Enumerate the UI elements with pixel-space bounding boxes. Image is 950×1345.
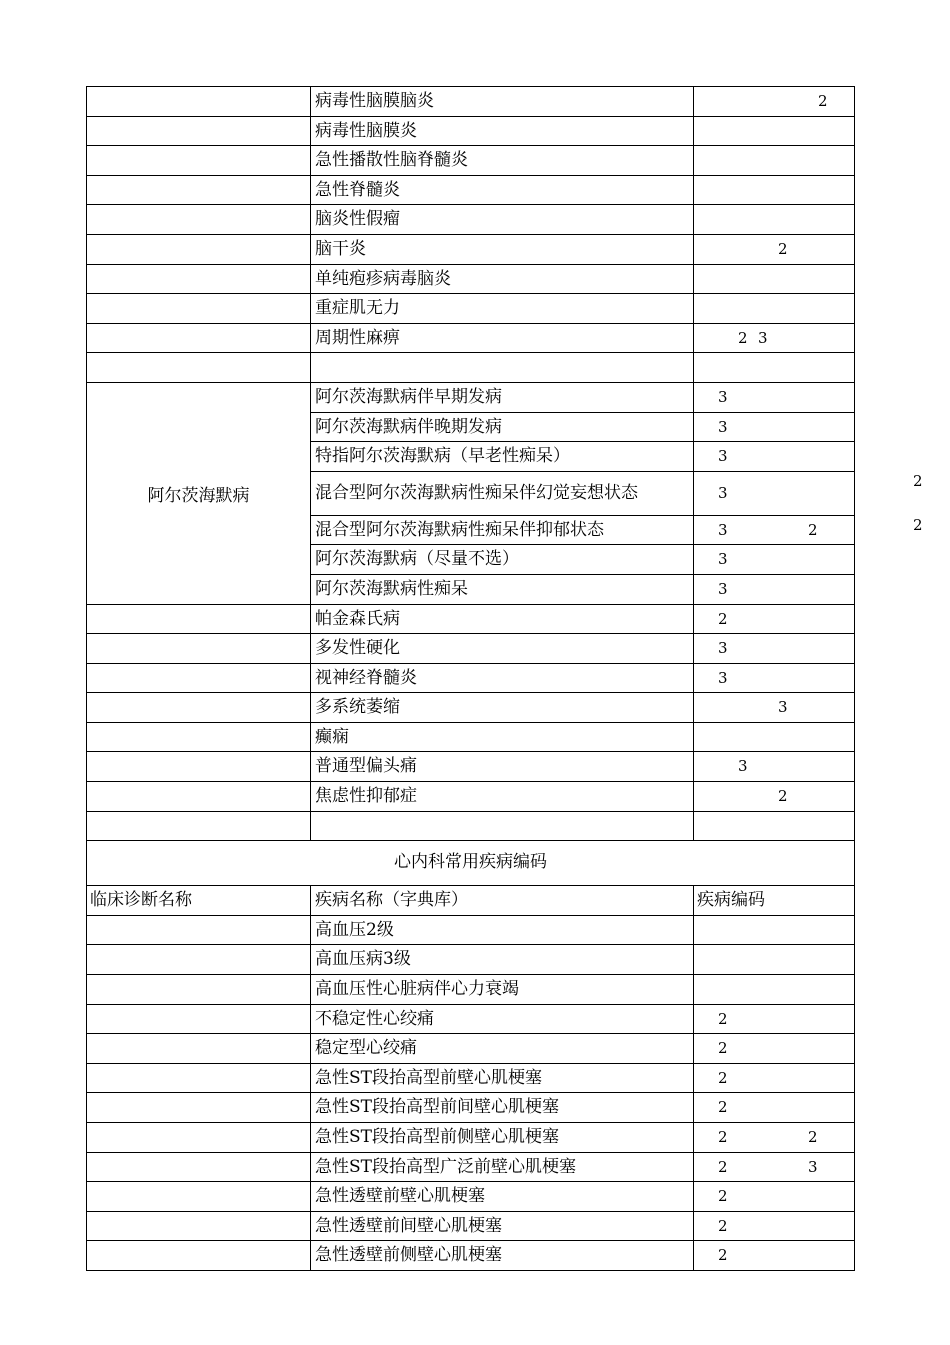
clinical-name-cell[interactable]: [86, 324, 310, 353]
table-row: [86, 751, 855, 781]
disease-name-cell[interactable]: 急性ST段抬高型广泛前壁心肌梗塞: [310, 1153, 693, 1182]
code-digit: 3: [718, 417, 728, 436]
table-row: [86, 633, 855, 663]
disease-code-cell[interactable]: [693, 117, 855, 146]
table-row: [86, 1092, 855, 1122]
section-title: 心内科常用疾病编码: [86, 841, 855, 885]
clinical-name-cell[interactable]: [86, 1241, 310, 1270]
clinical-name-cell[interactable]: [86, 353, 310, 382]
clinical-name-cell[interactable]: [86, 693, 310, 722]
disease-code-cell[interactable]: [693, 975, 855, 1004]
clinical-name-cell[interactable]: [86, 1093, 310, 1122]
group-label: 阿尔茨海默病: [87, 481, 310, 506]
disease-name-cell[interactable]: 多系统萎缩: [310, 693, 693, 722]
disease-name-cell[interactable]: 视神经脊髓炎: [310, 664, 693, 693]
disease-code-cell[interactable]: [693, 472, 855, 515]
disease-code-cell[interactable]: [693, 176, 855, 205]
disease-name-cell[interactable]: 帕金森氏病: [310, 605, 693, 634]
disease-code-cell[interactable]: [693, 383, 855, 412]
table-row: [86, 663, 855, 693]
disease-code-cell[interactable]: [693, 1064, 855, 1093]
table-row: [86, 86, 855, 116]
disease-name-cell[interactable]: 周期性麻痹: [310, 324, 693, 353]
clinical-name-cell[interactable]: [86, 1212, 310, 1241]
disease-code-cell[interactable]: [693, 1005, 855, 1034]
table-bottom-border: [86, 1270, 855, 1271]
disease-name-cell[interactable]: 普通型偏头痛: [310, 752, 693, 781]
disease-code-cell[interactable]: [693, 265, 855, 294]
disease-name-cell[interactable]: 单纯疱疹病毒脑炎: [310, 265, 693, 294]
disease-code-cell[interactable]: [693, 545, 855, 574]
disease-name-cell[interactable]: 癫痫: [310, 723, 693, 752]
header-disease-code: 疾病编码: [693, 886, 855, 915]
table-row: [86, 1122, 855, 1152]
code-digit: 2: [808, 520, 818, 539]
clinical-name-cell[interactable]: [86, 1182, 310, 1211]
code-digit: 3: [718, 447, 728, 466]
header-row: [86, 885, 855, 915]
clinical-name-cell[interactable]: [86, 605, 310, 634]
disease-code-cell[interactable]: [693, 693, 855, 722]
code-digit: 2: [778, 787, 788, 806]
code-digit: 3: [718, 668, 728, 687]
code-digit: 2: [718, 1187, 728, 1206]
disease-name-cell[interactable]: 混合型阿尔茨海默病性痴呆伴抑郁状态: [310, 516, 693, 545]
disease-name-cell[interactable]: 特指阿尔茨海默病（早老性痴呆）: [310, 442, 693, 471]
disease-name-cell[interactable]: 急性透壁前间壁心肌梗塞: [310, 1212, 693, 1241]
disease-code-cell[interactable]: [693, 235, 855, 264]
disease-code-cell[interactable]: [693, 664, 855, 693]
disease-code-cell[interactable]: [693, 1034, 855, 1063]
disease-name-cell[interactable]: 脑炎性假瘤: [310, 205, 693, 234]
disease-code-cell[interactable]: [693, 945, 855, 974]
disease-name-cell[interactable]: 病毒性脑膜脑炎: [310, 87, 693, 116]
clinical-name-cell[interactable]: [86, 664, 310, 693]
code-digit: 2: [718, 1128, 728, 1146]
disease-name-cell[interactable]: 急性ST段抬高型前间壁心肌梗塞: [310, 1093, 693, 1122]
table-row: [86, 1181, 855, 1211]
table-row: [86, 264, 855, 294]
disease-code-cell[interactable]: [693, 87, 855, 116]
code-digit: 2: [718, 1009, 728, 1028]
clinical-name-cell[interactable]: [86, 117, 310, 146]
clinical-name-cell[interactable]: [86, 265, 310, 294]
code-digit: 3: [718, 639, 728, 658]
disease-code-cell[interactable]: [693, 575, 855, 604]
table-row: [86, 352, 855, 382]
disease-code-cell[interactable]: [693, 1093, 855, 1122]
disease-name-cell[interactable]: 急性透壁前侧壁心肌梗塞: [310, 1241, 693, 1270]
table-row: [86, 1033, 855, 1063]
code-digit: 2: [718, 609, 728, 628]
table-row: [86, 915, 855, 945]
disease-name-cell[interactable]: 不稳定性心绞痛: [310, 1005, 693, 1034]
disease-code-cell[interactable]: [693, 752, 855, 781]
clinical-name-cell[interactable]: [86, 1034, 310, 1063]
disease-code-cell[interactable]: [693, 723, 855, 752]
clinical-name-cell[interactable]: [86, 146, 310, 175]
disease-name-cell[interactable]: 阿尔茨海默病伴晚期发病: [310, 413, 693, 442]
clinical-name-cell[interactable]: [86, 752, 310, 781]
disease-name-cell[interactable]: 稳定型心绞痛: [310, 1034, 693, 1063]
overflow-code-digit: 2: [913, 515, 923, 534]
disease-code-cell[interactable]: [693, 1123, 855, 1152]
disease-name-cell[interactable]: 脑干炎: [310, 235, 693, 264]
disease-name-cell[interactable]: 焦虑性抑郁症: [310, 782, 693, 811]
disease-name-cell[interactable]: 急性播散性脑脊髓炎: [310, 146, 693, 175]
table-row: [86, 1063, 855, 1093]
disease-name-cell[interactable]: 混合型阿尔茨海默病性痴呆伴幻觉妄想状态: [310, 472, 693, 515]
clinical-name-cell[interactable]: [86, 1123, 310, 1152]
disease-code-cell[interactable]: [693, 1153, 855, 1182]
table-row: [86, 145, 855, 175]
clinical-name-cell[interactable]: [86, 945, 310, 974]
table-row: [86, 1240, 855, 1270]
table-row: [86, 323, 855, 353]
table-row: [86, 116, 855, 146]
clinical-name-cell[interactable]: [86, 975, 310, 1004]
spreadsheet-table: [86, 86, 923, 1270]
clinical-name-cell[interactable]: [86, 916, 310, 945]
clinical-name-cell[interactable]: [86, 812, 310, 841]
table-row: [86, 811, 855, 841]
disease-name-cell[interactable]: 阿尔茨海默病伴早期发病: [310, 383, 693, 412]
table-row: [86, 204, 855, 234]
disease-name-cell[interactable]: 高血压病3级: [310, 945, 693, 974]
clinical-name-cell[interactable]: [86, 176, 310, 205]
code-digit: 2: [818, 92, 828, 110]
code-digit: 2: [718, 1157, 728, 1176]
disease-name-cell[interactable]: 高血压性心脏病伴心力衰竭: [310, 975, 693, 1004]
code-digit: 3: [808, 1157, 818, 1176]
disease-code-cell[interactable]: [693, 324, 855, 353]
disease-code-cell[interactable]: [693, 916, 855, 945]
clinical-name-cell[interactable]: [86, 1005, 310, 1034]
disease-code-cell[interactable]: [693, 1241, 855, 1270]
overflow-code-digit: 2: [913, 471, 923, 490]
disease-code-cell[interactable]: [693, 294, 855, 323]
disease-name-cell[interactable]: [310, 812, 693, 841]
clinical-name-cell[interactable]: [86, 87, 310, 116]
disease-code-cell[interactable]: [693, 812, 855, 841]
disease-code-cell[interactable]: [693, 146, 855, 175]
disease-code-cell[interactable]: [693, 413, 855, 442]
disease-name-cell[interactable]: 急性脊髓炎: [310, 176, 693, 205]
header-clinical-name: 临床诊断名称: [86, 886, 310, 915]
code-digit: 3: [718, 550, 728, 569]
table-row: [86, 293, 855, 323]
clinical-name-cell[interactable]: [86, 1153, 310, 1182]
code-digit: 2: [738, 328, 748, 347]
code-digit: 2: [718, 1246, 728, 1265]
table-row: [86, 722, 855, 752]
table-row: [86, 175, 855, 205]
disease-name-cell[interactable]: 重症肌无力: [310, 294, 693, 323]
table-row: [86, 1211, 855, 1241]
table-row: [86, 692, 855, 722]
code-digit: 2: [718, 1068, 728, 1087]
header-disease-name: 疾病名称（字典库）: [310, 886, 693, 915]
disease-name-cell[interactable]: 阿尔茨海默病（尽量不选）: [310, 545, 693, 574]
table-row: [86, 604, 855, 634]
disease-code-cell[interactable]: [693, 516, 855, 545]
disease-code-cell[interactable]: [693, 1212, 855, 1241]
code-digit: 3: [738, 757, 748, 776]
code-digit: 2: [718, 1039, 728, 1058]
clinical-name-cell[interactable]: [86, 235, 310, 264]
table-row: [86, 974, 855, 1004]
clinical-name-cell[interactable]: [86, 634, 310, 663]
disease-name-cell[interactable]: 高血压2级: [310, 916, 693, 945]
table-row: [86, 781, 855, 811]
disease-name-cell[interactable]: 急性ST段抬高型前侧壁心肌梗塞: [310, 1123, 693, 1152]
code-digit: 2: [778, 239, 788, 258]
clinical-name-cell[interactable]: [86, 205, 310, 234]
section-title-row: [86, 840, 855, 885]
disease-name-cell[interactable]: 急性透壁前壁心肌梗塞: [310, 1182, 693, 1211]
disease-name-cell[interactable]: [310, 353, 693, 382]
table-row: [86, 944, 855, 974]
disease-code-cell[interactable]: [693, 605, 855, 634]
code-digit: 2: [718, 1216, 728, 1235]
disease-name-cell[interactable]: 急性ST段抬高型前壁心肌梗塞: [310, 1064, 693, 1093]
code-digit: 3: [718, 483, 728, 502]
table-row: [86, 1004, 855, 1034]
code-digit: 2: [808, 1128, 818, 1146]
code-digit: 3: [718, 520, 728, 539]
disease-code-cell[interactable]: [693, 1182, 855, 1211]
clinical-name-cell[interactable]: [86, 723, 310, 752]
code-digit: 3: [718, 579, 728, 598]
code-digit: 3: [778, 698, 788, 717]
disease-name-cell[interactable]: 多发性硬化: [310, 634, 693, 663]
clinical-name-cell[interactable]: [86, 1064, 310, 1093]
table-row: [86, 1152, 855, 1182]
table-row: [86, 234, 855, 264]
disease-code-cell[interactable]: [693, 353, 855, 382]
disease-code-cell[interactable]: [693, 442, 855, 471]
disease-name-cell[interactable]: 阿尔茨海默病性痴呆: [310, 575, 693, 604]
code-digit: 2: [718, 1098, 728, 1117]
code-digit: 3: [758, 328, 768, 347]
disease-code-cell[interactable]: [693, 205, 855, 234]
clinical-name-cell[interactable]: [86, 294, 310, 323]
disease-name-cell[interactable]: 病毒性脑膜炎: [310, 117, 693, 146]
disease-code-cell[interactable]: [693, 634, 855, 663]
disease-code-cell[interactable]: [693, 782, 855, 811]
code-digit: 3: [718, 387, 728, 406]
clinical-name-cell[interactable]: [86, 782, 310, 811]
